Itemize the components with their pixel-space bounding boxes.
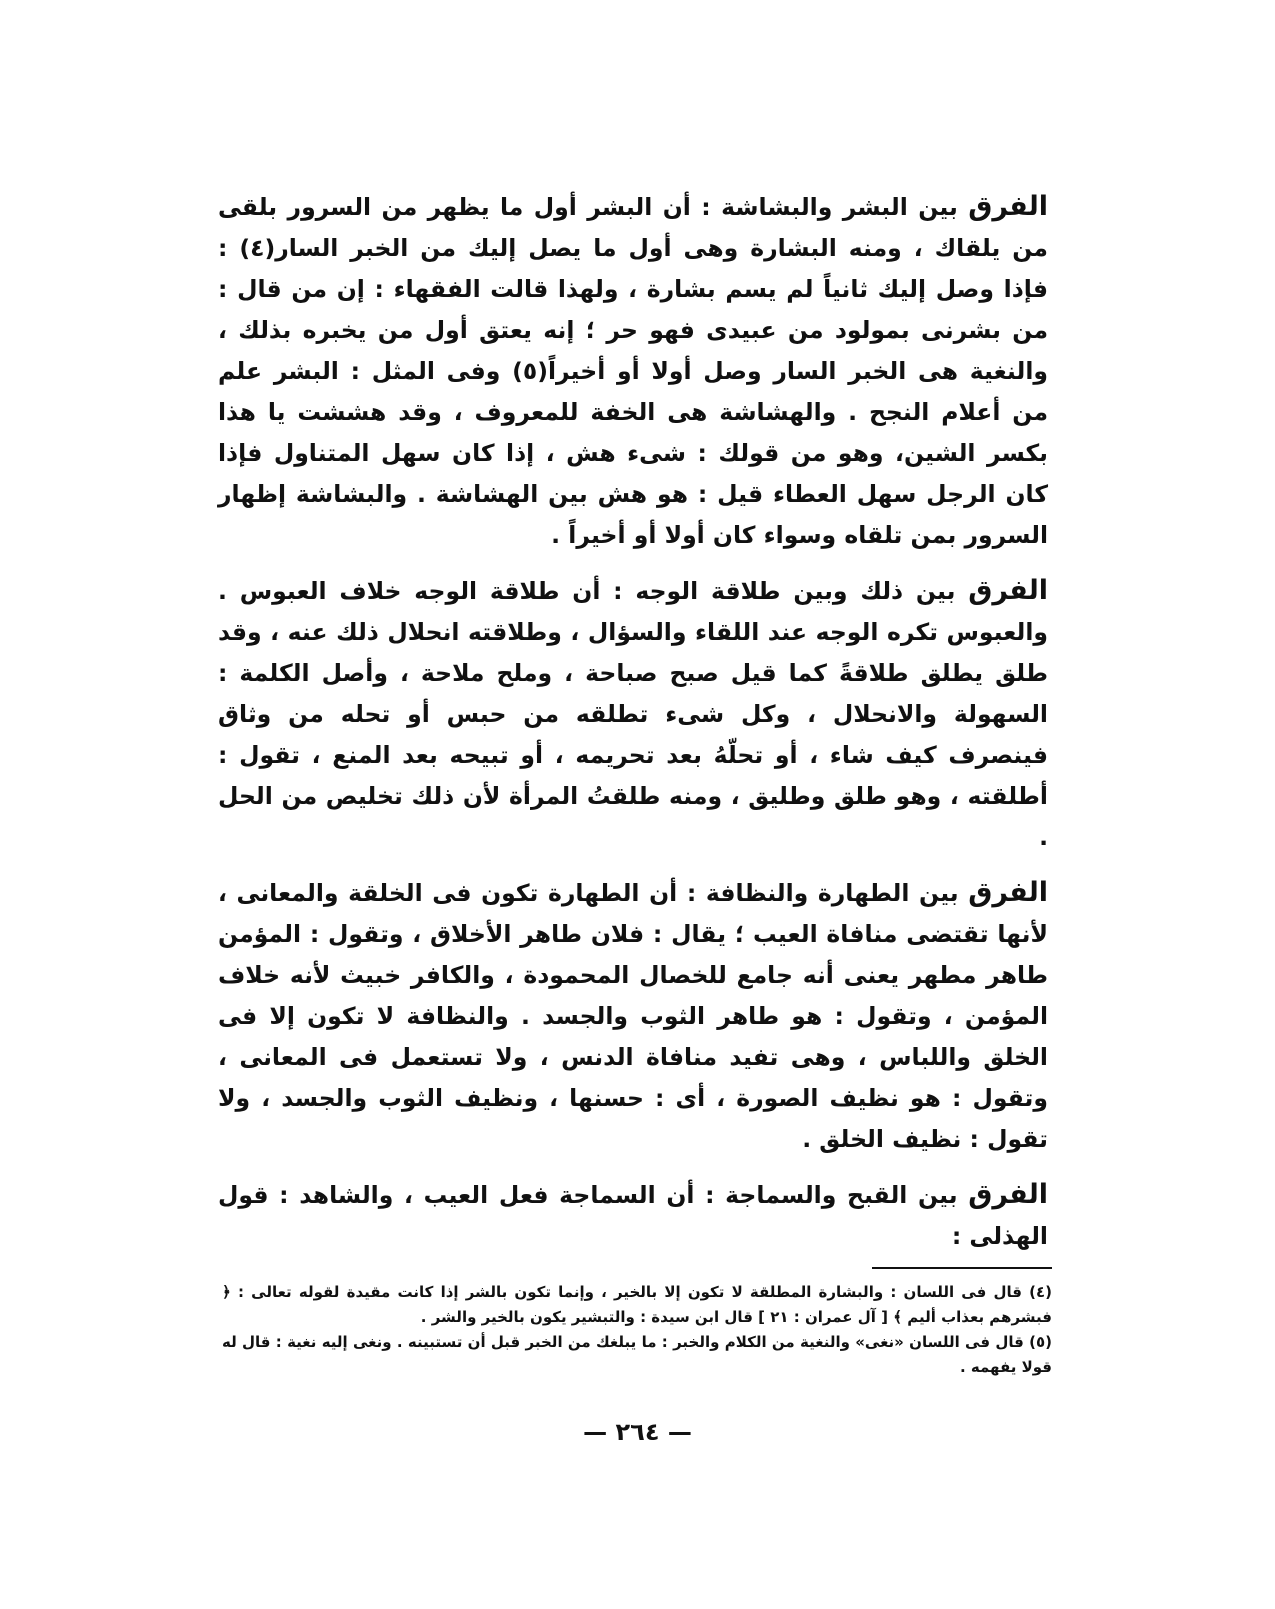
paragraph xyxy=(218,872,1048,1160)
paragraph-text: بين ذلك وبين طلاقة الوجه : أن طلاقة الوجه خلاف العبوس . والعبوس تكره الوجه عند اللقاء والسؤال ، وطلاقته انحلال ذلك عنه ، وقد طلق يطلق طلاقةً كما قيل صبح صباحة ، وملح ملاحة ، وأصل الكلمة : السهولة والانحلال ، وكل شىء تطلقه من حبس أو تحله من وثاق فينصرف كيف شاء ، أو تحلّهُ بعد تحريمه ، أو تبيحه بعد المنع ، تقول : أطلقته ، وهو طلق وطليق ، ومنه طلقتُ المرأة لأن ذلك تخليص من الحل . xyxy=(218,577,1048,851)
paragraph xyxy=(218,1174,1048,1257)
section-heading: الفرق xyxy=(968,877,1048,908)
footnote: (٥) قال فى اللسان «نغى» والنغية من الكلام والخبر : ما يبلغك من الخبر قبل أن تستبينه . ونغى إليه نغية : قال له قولا يفهمه . xyxy=(222,1333,1052,1376)
section-heading: الفرق xyxy=(968,575,1048,606)
footnotes xyxy=(222,1280,1052,1380)
paragraph xyxy=(218,570,1048,858)
page-number: — ٢٦٤ — xyxy=(583,1418,692,1446)
section-heading: الفرق xyxy=(968,1179,1048,1210)
paragraph-text: بين الطهارة والنظافة : أن الطهارة تكون فى الخلقة والمعانى ، لأنها تقتضى منافاة العيب ؛ يقال : فلان طاهر الأخلاق ، وتقول : المؤمن طاهر مطهر يعنى أنه جامع للخصال المحمودة ، والكافر خبيث لأنه خلاف المؤمن ، وتقول : هو طاهر الثوب والجسد . والنظافة لا تكون إلا فى الخلق واللباس ، وهى تفيد منافاة الدنس ، ولا تستعمل فى المعانى ، وتقول : هو نظيف الصورة ، أى : حسنها ، ونظيف الثوب والجسد ، ولا تقول : نظيف الخلق . xyxy=(218,879,1048,1153)
paragraph-text: بين البشر والبشاشة : أن البشر أول ما يظهر من السرور بلقى من يلقاك ، ومنه البشارة وهى أول ما يصل إليك من الخبر السار(٤) : فإذا وصل إليك ثانياً لم يسم بشارة ، ولهذا قالت الفقهاء : إن من قال : من بشرنى بمولود من عبيدى فهو حر ؛ إنه يعتق أول من يخبره بذلك ، والنغية هى الخبر السار وصل أولا أو أخيراً(٥) وفى المثل : البشر علم من أعلام النجح . والهشاشة هى الخفة للمعروف ، وقد هششت يا هذا بكسر الشين، وهو من قولك : شىء هش ، إذا كان سهل المتناول فإذا كان الرجل سهل العطاء قيل : هو هش بين الهشاشة . والبشاشة إظهار السرور بمن تلقاه وسواء كان أولا أو أخيراً . xyxy=(218,193,1048,549)
paragraph-text: بين القبح والسماجة : أن السماجة فعل العيب ، والشاهد : قول الهذلى : xyxy=(218,1181,1048,1250)
footnote-separator xyxy=(872,1267,1052,1269)
section-heading: الفرق xyxy=(968,191,1048,222)
paragraph xyxy=(218,186,1048,556)
footnote: (٤) قال فى اللسان : والبشارة المطلقة لا تكون إلا بالخير ، وإنما تكون بالشر إذا كانت مقيدة لقوله تعالى : ﴿ فبشرهم بعذاب أليم ﴾ [ آل عمران : ٢١ ] قال ابن سيدة : والتبشير يكون بالخير والشر . xyxy=(222,1283,1052,1326)
main-text xyxy=(218,186,1048,1271)
